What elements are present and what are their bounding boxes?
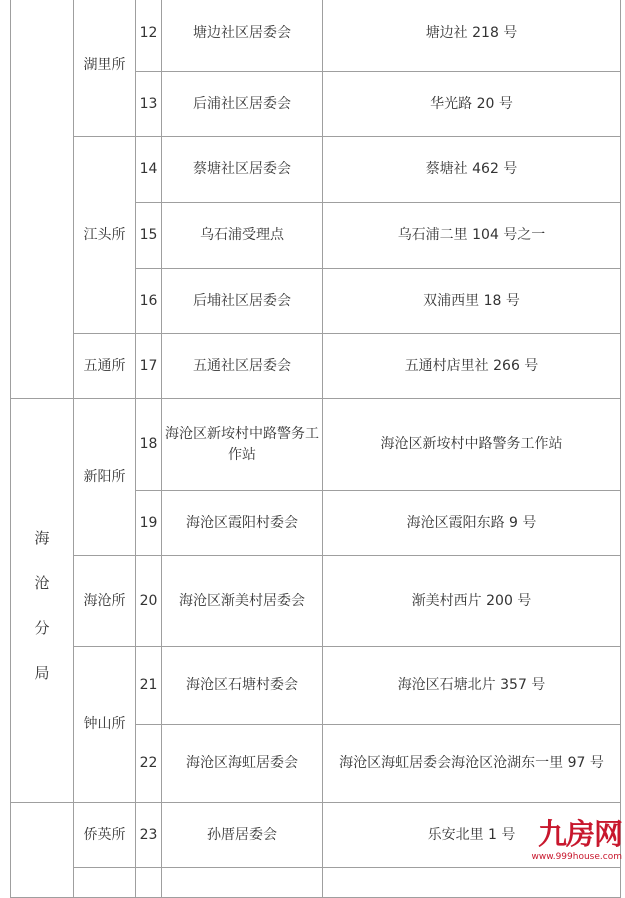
station-cell: 海沧所 <box>74 556 136 647</box>
station-cell <box>74 868 136 898</box>
bureau-char: 局 <box>34 663 50 682</box>
row-number: 21 <box>136 647 162 725</box>
station-cell: 侨英所 <box>74 803 136 868</box>
station-cell: 江头所 <box>74 137 136 334</box>
site-name: 塘边社区居委会 <box>162 0 323 72</box>
site-address: 华光路 20 号 <box>323 72 621 137</box>
station-cell: 湖里所 <box>74 0 136 137</box>
site-name: 海沧区渐美村居委会 <box>162 556 323 647</box>
table-row <box>11 647 621 725</box>
row-number: 19 <box>136 491 162 556</box>
watermark-logo <box>512 819 622 869</box>
station-cell: 钟山所 <box>74 647 136 803</box>
site-address: 海沧区海虹居委会海沧区沧湖东一里 97 号 <box>323 725 621 803</box>
row-number: 17 <box>136 334 162 399</box>
site-address: 海沧区石塘北片 357 号 <box>323 647 621 725</box>
table-row <box>11 399 621 491</box>
site-name <box>162 868 323 898</box>
row-number: 12 <box>136 0 162 72</box>
bureau-cell <box>11 803 74 898</box>
site-address: 五通村店里社 266 号 <box>323 334 621 399</box>
row-number: 18 <box>136 399 162 491</box>
site-address: 乌石浦二里 104 号之一 <box>323 203 621 269</box>
site-name: 海沧区海虹居委会 <box>162 725 323 803</box>
row-number <box>136 868 162 898</box>
site-name: 海沧区霞阳村委会 <box>162 491 323 556</box>
table-row <box>11 868 621 898</box>
row-number: 20 <box>136 556 162 647</box>
bureau-char: 沧 <box>34 573 50 592</box>
site-address: 双浦西里 18 号 <box>323 269 621 334</box>
site-address: 乐安北里 1 号 <box>323 803 621 868</box>
watermark-logo-text: 九房网 <box>537 817 622 851</box>
site-address <box>323 868 621 898</box>
row-number: 15 <box>136 203 162 269</box>
watermark-url: www.999house.com <box>531 852 622 862</box>
site-name: 乌石浦受理点 <box>162 203 323 269</box>
site-name: 后浦社区居委会 <box>162 72 323 137</box>
service-points-table <box>10 0 621 898</box>
row-number: 22 <box>136 725 162 803</box>
row-number: 23 <box>136 803 162 868</box>
table-row <box>11 556 621 647</box>
site-name: 孙厝居委会 <box>162 803 323 868</box>
row-number: 13 <box>136 72 162 137</box>
site-name: 蔡塘社区居委会 <box>162 137 323 203</box>
bureau-char: 分 <box>34 618 50 637</box>
bureau-cell-haicang <box>11 399 74 803</box>
table-row <box>11 137 621 203</box>
site-address: 渐美村西片 200 号 <box>323 556 621 647</box>
bureau-char: 海 <box>34 528 50 547</box>
site-name: 后埔社区居委会 <box>162 269 323 334</box>
table-row <box>11 334 621 399</box>
site-address: 塘边社 218 号 <box>323 0 621 72</box>
site-address: 海沧区新垵村中路警务工作站 <box>323 399 621 491</box>
site-address: 蔡塘社 462 号 <box>323 137 621 203</box>
row-number: 14 <box>136 137 162 203</box>
site-name: 海沧区石塘村委会 <box>162 647 323 725</box>
site-name: 海沧区新垵村中路警务工作站 <box>162 399 323 491</box>
station-cell: 新阳所 <box>74 399 136 556</box>
site-address: 海沧区霞阳东路 9 号 <box>323 491 621 556</box>
row-number: 16 <box>136 269 162 334</box>
station-cell: 五通所 <box>74 334 136 399</box>
table-row <box>11 0 621 72</box>
bureau-cell <box>11 0 74 399</box>
site-name: 五通社区居委会 <box>162 334 323 399</box>
